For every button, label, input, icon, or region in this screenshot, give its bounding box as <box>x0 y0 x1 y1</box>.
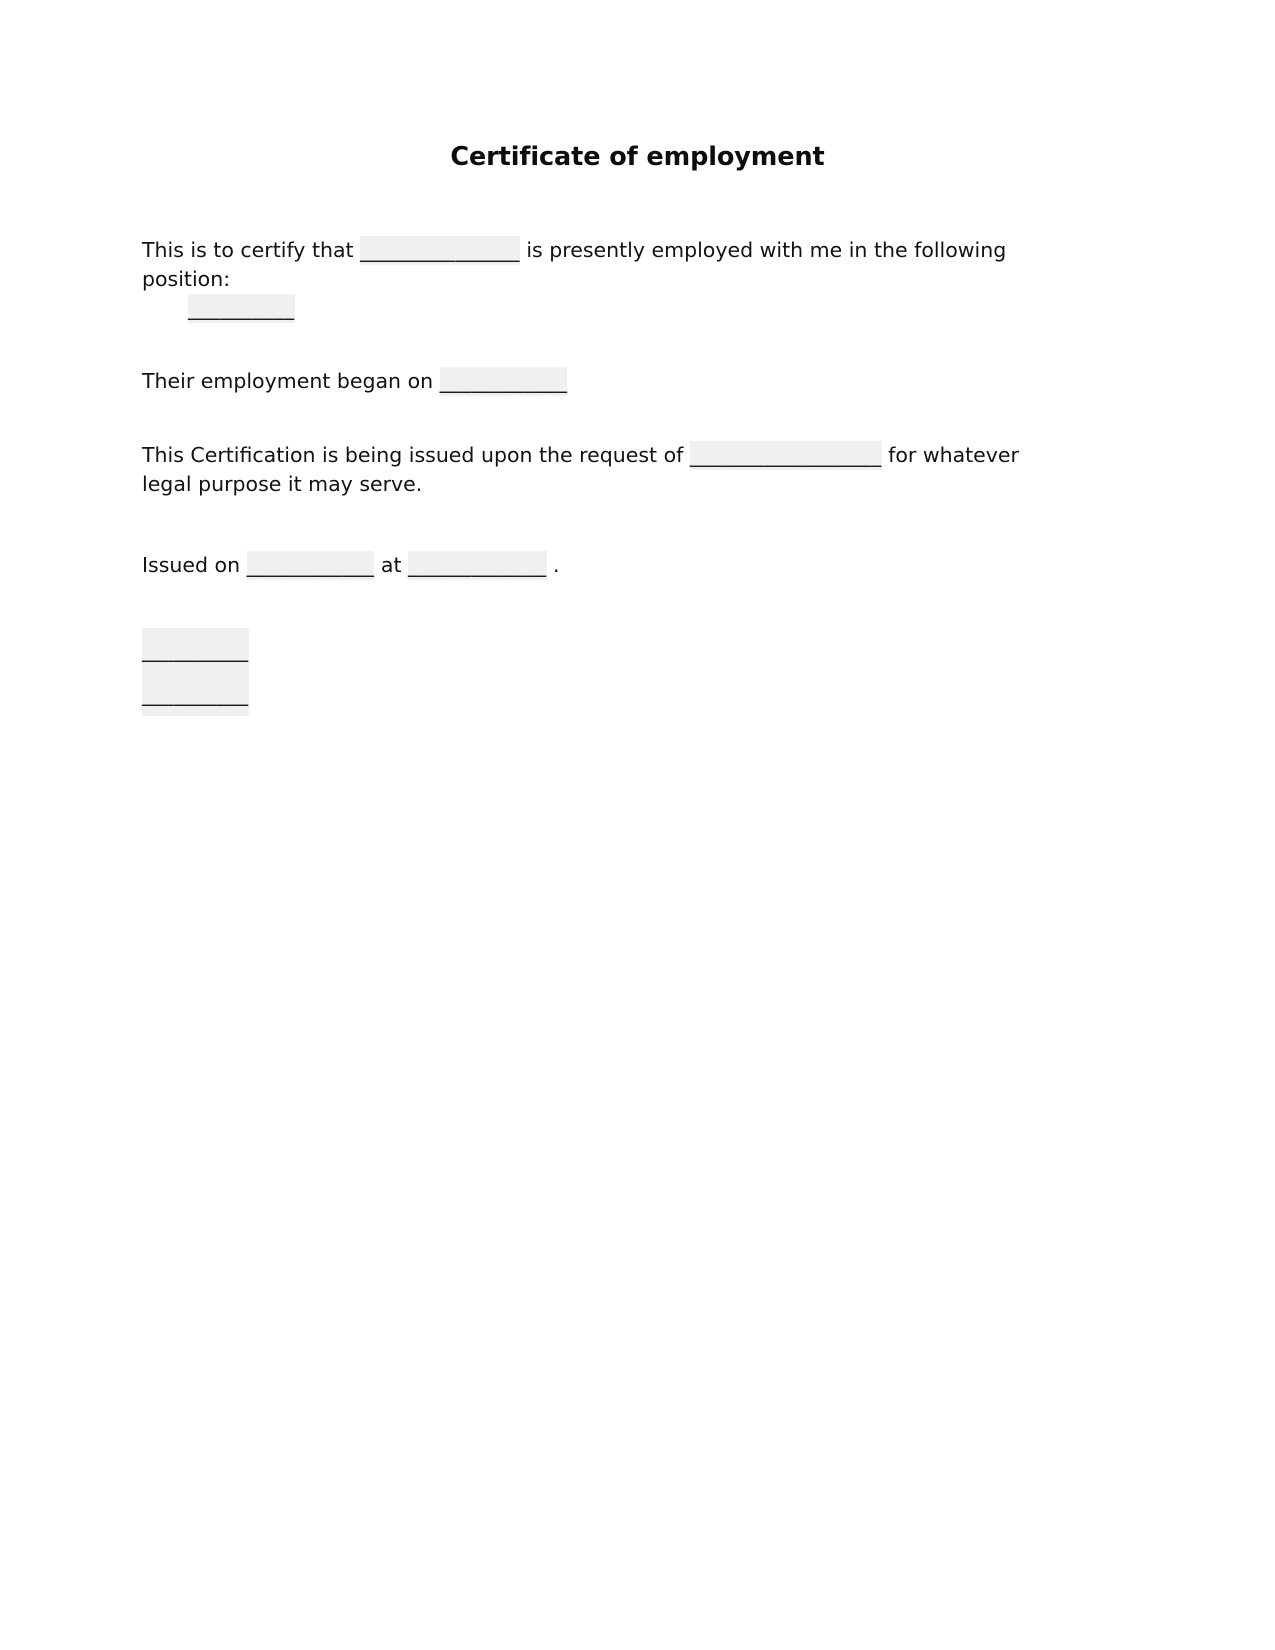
employment-start-date-field[interactable]: ____________ <box>440 367 568 396</box>
document-body <box>142 236 1072 580</box>
paragraph-certify <box>142 236 1072 294</box>
issue-place-field[interactable]: _____________ <box>408 551 546 580</box>
certify-lead-text: This is to certify that <box>142 238 361 262</box>
issued-lead-text: Issued on <box>142 553 247 577</box>
request-lead-text: This Certification is being issued upon the request of <box>142 443 690 467</box>
spacer <box>142 499 1072 551</box>
signature-line-1 <box>142 628 249 672</box>
paragraph-request <box>142 441 1072 499</box>
signature-block <box>142 628 249 716</box>
certify-mid-text: is presently employed with me in the following position: <box>142 238 1007 291</box>
began-lead-text: Their employment began on <box>142 369 440 393</box>
issue-date-field[interactable]: ____________ <box>247 551 375 580</box>
paragraph-began <box>142 367 1072 396</box>
paragraph-issued <box>142 551 1072 580</box>
spacer <box>142 323 1072 367</box>
position-field[interactable]: __________ <box>188 294 295 323</box>
signature-line-2 <box>142 672 249 716</box>
issued-mid-text: at <box>374 553 409 577</box>
request-tail-text: for whatever legal purpose it may serve. <box>142 443 1019 496</box>
employee-name-field[interactable]: _______________ <box>360 236 520 265</box>
signature-name-field[interactable]: __________ <box>142 628 249 672</box>
paragraph-position <box>142 294 1072 323</box>
signature-title-field[interactable]: __________ <box>142 672 249 716</box>
issued-tail-text: . <box>546 553 560 577</box>
page-title: Certificate of employment <box>450 142 825 172</box>
spacer <box>142 396 1072 441</box>
requester-name-field[interactable]: __________________ <box>690 441 882 470</box>
